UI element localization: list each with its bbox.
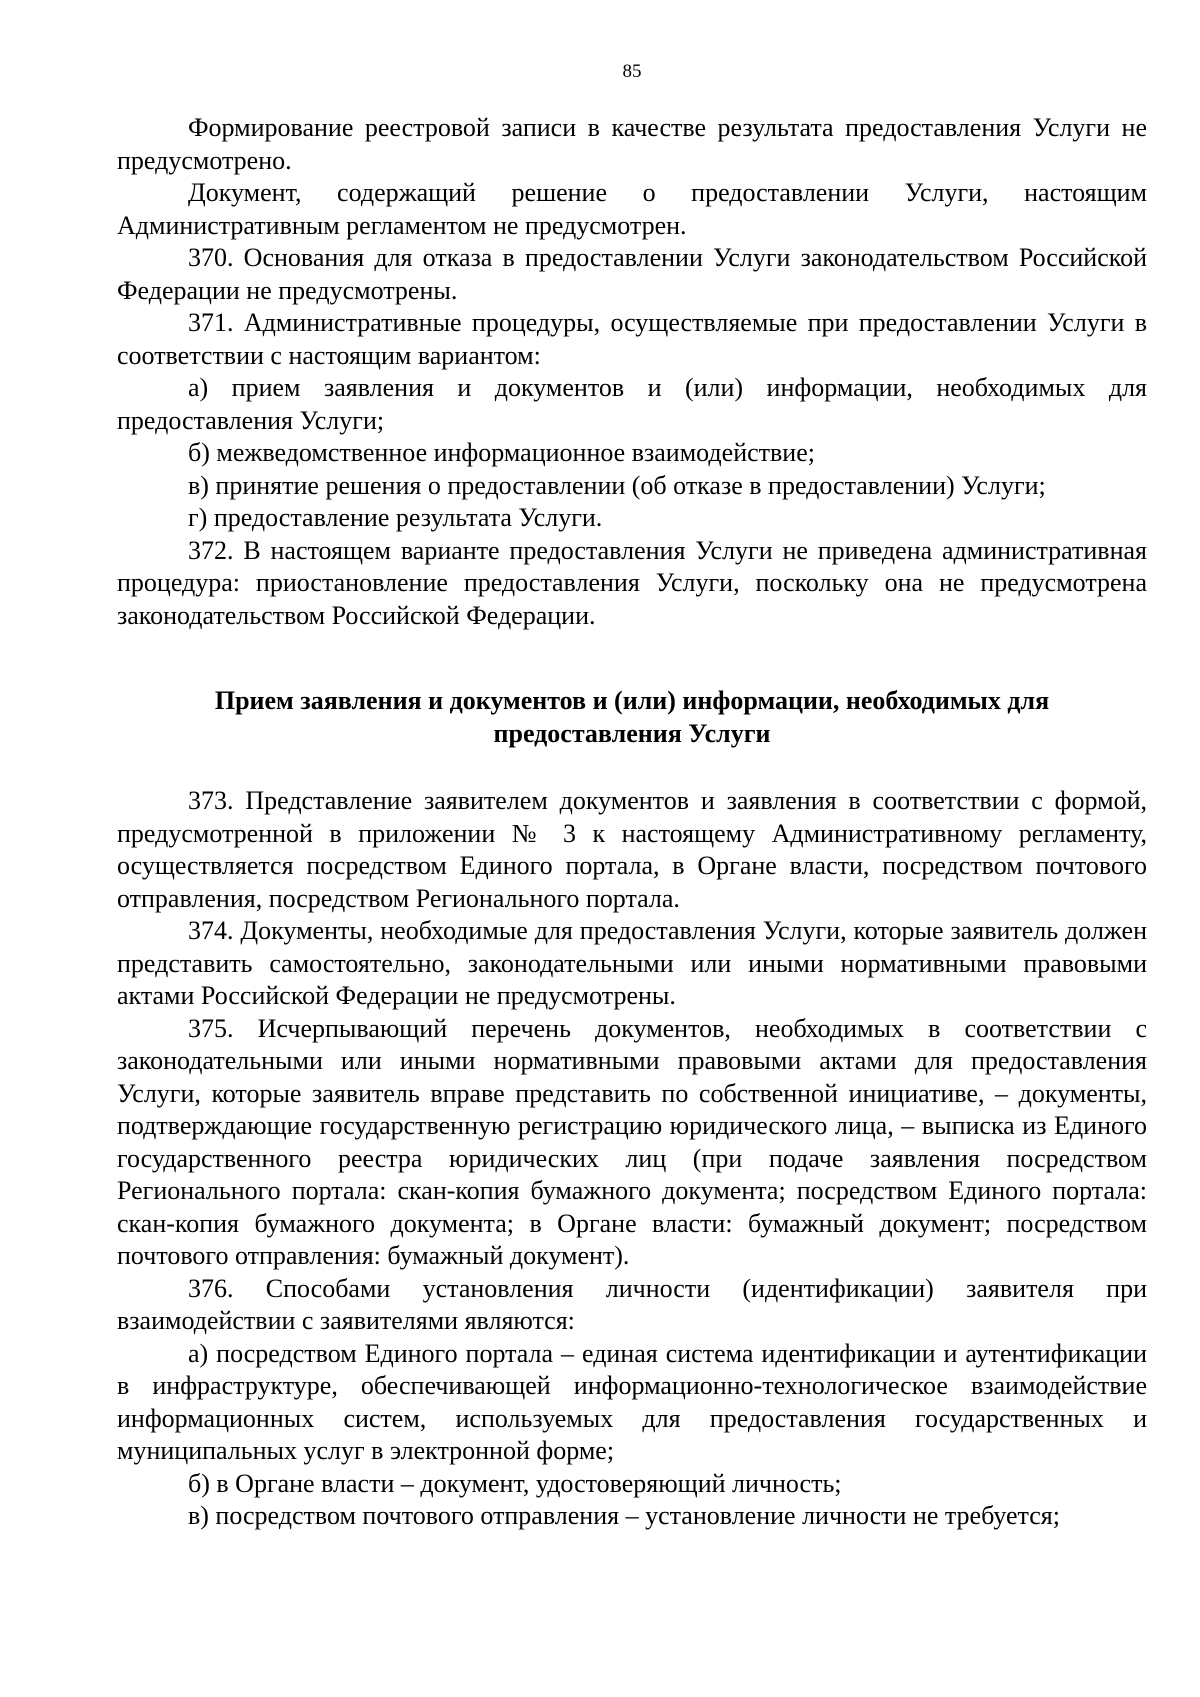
paragraph-376: 376. Способами установления личности (идентификации) заявителя при взаимодействии с заявителями являются: [117,1273,1147,1335]
section-heading-line-1: Прием заявления и документов и (или) информации, необходимых для [214,686,1050,715]
paragraph-370: 370. Основания для отказа в предоставлении Услуги законодательством Российской Федерации не предусмотрены. [117,243,1147,305]
paragraph-registry-record: Формирование реестровой записи в качестве результата предоставления Услуги не предусмотрено. [117,113,1147,175]
list-item-371-g: г) предоставление результата Услуги. [188,503,603,532]
list-item-371-a: а) прием заявления и документов и (или) информации, необходимых для предоставления Услуги; [117,373,1147,435]
page-number: 85 [622,61,642,82]
section-heading [117,684,1147,750]
paragraph-372: 372. В настоящем варианте предоставления Услуги не приведена административная процедура: приостановление предоставления Услуги, поскольку она не предусмотрена законодательством Российской Федерации. [117,535,1147,630]
paragraph-375: 375. Исчерпывающий перечень документов, необходимых в соответствии с законодательными или иными нормативными правовыми актами для предоставления Услуги, которые заявитель вправе представить по собственной инициативе, – документы, подтверждающие государственную регистрацию юридического лица, – выписка из Единого государственного реестра юридических лиц (при подаче заявления посредством Регионального портала: скан-копия бумажного документа; посредством Единого портала: скан-копия бумажного документа; в Органе власти: бумажный документ; посредством почтового отправления: бумажный документ). [117,1013,1147,1270]
list-item-371-v: в) принятие решения о предоставлении (об отказе в предоставлении) Услуги; [188,470,1046,500]
document-page [117,60,1147,1533]
list-item-376-a: а) посредством Единого портала – единая система идентификации и аутентификации в инфраструктуре, обеспечивающей информационно-технологическое взаимодействие информационных систем, используемых для предоставления государственных и муниципальных услуг в электронной форме; [117,1338,1147,1465]
paragraph-decision-document: Документ, содержащий решение о предоставлении Услуги, настоящим Административным регламентом не предусмотрен. [117,178,1147,240]
paragraph-371: 371. Административные процедуры, осуществляемые при предоставлении Услуги в соответствии с настоящим вариантом: [117,308,1147,370]
paragraph-374: 374. Документы, необходимые для предоставления Услуги, которые заявитель должен представить самостоятельно, законодательными или иными нормативными правовыми актами Российской Федерации не предусмотрены. [117,916,1147,1010]
list-item-376-b: б) в Органе власти – документ, удостоверяющий личность; [188,1468,842,1498]
paragraph-373: 373. Представление заявителем документов и заявления в соответствии с формой, предусмотренной в приложении № 3 к настоящему Административному регламенту, осуществляется посредством Единого портала, в Органе власти, посредством почтового отправления, посредством Регионального портала. [117,786,1147,913]
section-heading-line-2: предоставления Услуги [493,719,771,748]
list-item-371-b: б) межведомственное информационное взаимодействие; [188,438,815,467]
list-item-376-v: в) посредством почтового отправления – установление личности не требуется; [188,1501,1060,1530]
